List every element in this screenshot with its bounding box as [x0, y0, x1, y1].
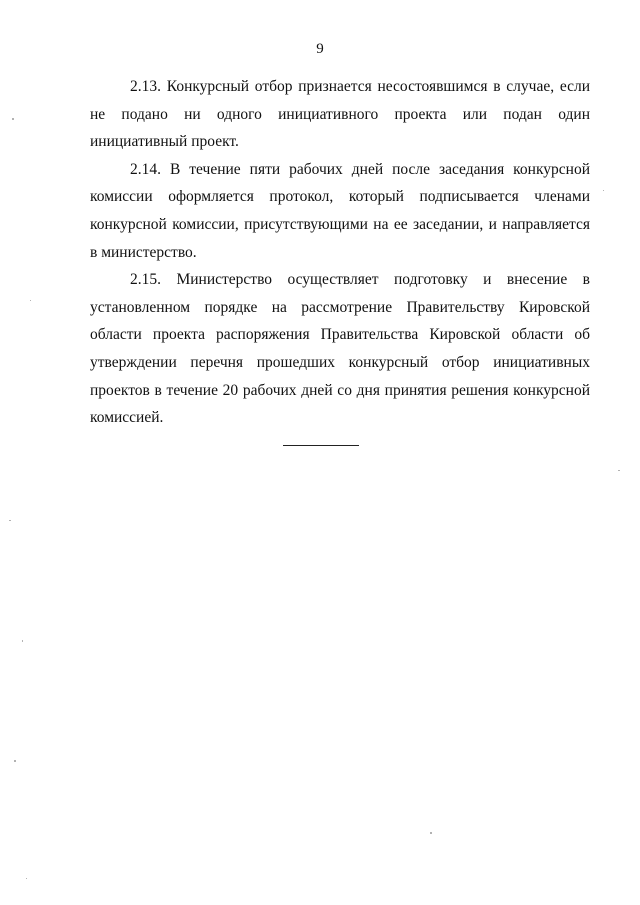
paragraph-2-14 — [90, 156, 590, 266]
scan-speck — [26, 878, 27, 879]
document-body — [90, 73, 590, 432]
paragraph-text: В течение пяти рабочих дней после заседания конкурсной комиссии оформляется протокол, который подписывается членами конкурсной комиссии, присутствующими на ее заседании, и направляется в министерство. — [90, 160, 591, 261]
end-separator-line — [283, 445, 359, 446]
paragraph-number: 2.13. — [130, 78, 161, 95]
scan-speck — [9, 520, 11, 521]
page-number: 9 — [316, 41, 324, 57]
scan-speck — [603, 190, 604, 191]
scan-speck — [12, 118, 14, 120]
paragraph-text: Конкурсный отбор признается несостоявшимся в случае, если не подано ни одного инициативного проекта или подан один инициативный проект. — [90, 78, 591, 151]
scan-speck — [14, 760, 16, 762]
paragraph-text: Министерство осуществляет подготовку и внесение в установленном порядке на рассмотрение Правительству Кировской области проекта распоряжения Правительства Кировской области об утверждении перечня прошедших конкурсный отбор инициативных проектов в течение 20 рабочих дней со дня принятия решения конкурсной комиссией. — [90, 271, 590, 427]
paragraph-number: 2.15. — [130, 271, 161, 289]
scan-speck — [618, 470, 620, 471]
paragraph-2-15 — [90, 266, 590, 432]
scan-speck — [22, 640, 23, 642]
scan-speck — [30, 300, 31, 301]
scan-speck — [430, 832, 432, 834]
paragraph-2-13 — [90, 73, 590, 156]
paragraph-number: 2.14. — [130, 160, 161, 178]
